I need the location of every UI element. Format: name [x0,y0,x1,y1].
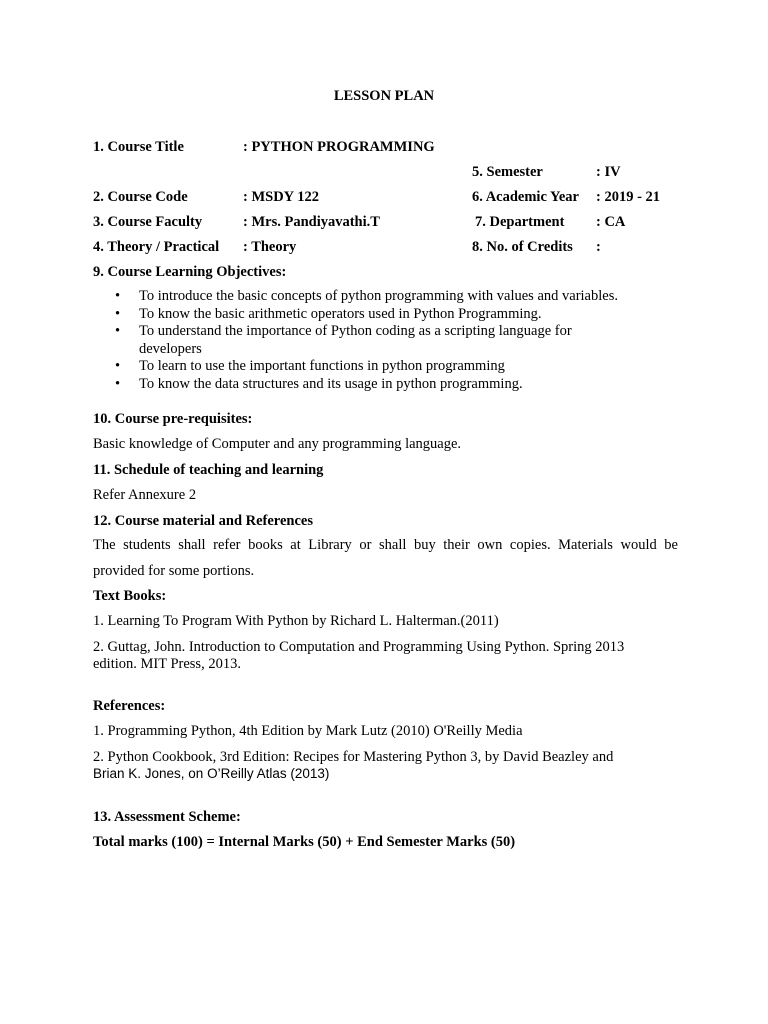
academic-year-value: : 2019 - 21 [596,189,661,205]
prerequisites-heading: 10. Course pre-requisites: [93,411,253,427]
reference-item-2-line1: 2. Python Cookbook, 3rd Edition: Recipes for Mastering Python 3, by David Beazley and [93,749,614,765]
textbook-item-2-line1: 2. Guttag, John. Introduction to Computation and Programming Using Python. Spring 2013 [93,639,625,655]
objectives-list [93,288,683,393]
objective-item: • To know the basic arithmetic operators used in Python Programming. [93,306,683,324]
prerequisites-text: Basic knowledge of Computer and any programming language. [93,436,462,452]
assessment-total: Total marks (100) = Internal Marks (50) + End Semester Marks (50) [93,834,516,850]
semester-label: 5. Semester [472,164,543,180]
credits-value: : [596,239,601,255]
references-heading: References: [93,698,166,714]
objective-item: • To introduce the basic concepts of python programming with values and variables. [93,288,683,306]
course-faculty-value: : Mrs. Pandiyavathi.T [243,214,380,230]
objective-item: • To understand the importance of Python coding as a scripting language for developers [93,323,617,358]
theory-practical-value: : Theory [243,239,297,255]
course-title-label: 1. Course Title [93,139,184,155]
credits-label: 8. No. of Credits [472,239,573,255]
course-code-label: 2. Course Code [93,189,188,205]
department-label: 7. Department [475,214,565,230]
textbook-item-1: 1. Learning To Program With Python by Richard L. Halterman.(2011) [93,613,499,629]
textbook-item-2-line2: edition. MIT Press, 2013. [93,656,241,672]
reference-item-1: 1. Programming Python, 4th Edition by Mark Lutz (2010) O'Reilly Media [93,723,523,739]
course-faculty-label: 3. Course Faculty [93,214,203,230]
academic-year-label: 6. Academic Year [472,189,579,205]
textbooks-heading: Text Books: [93,588,167,604]
theory-practical-label: 4. Theory / Practical [93,239,220,255]
course-title-value: : PYTHON PROGRAMMING [243,139,435,155]
course-code-value: : MSDY 122 [243,189,319,205]
materials-heading: 12. Course material and References [93,513,313,529]
reference-item-2-line2: Brian K. Jones, on O’Reilly Atlas (2013) [93,766,330,781]
page-title: LESSON PLAN [333,88,435,104]
schedule-heading: 11. Schedule of teaching and learning [93,462,324,478]
department-value: : CA [596,214,626,230]
objective-item: • To know the data structures and its usage in python programming. [93,376,683,394]
schedule-text: Refer Annexure 2 [93,487,197,503]
semester-value: : IV [596,164,621,180]
assessment-heading: 13. Assessment Scheme: [93,809,241,825]
objective-item: • To learn to use the important functions in python programming [93,358,683,376]
materials-text-line2: provided for some portions. [93,563,255,579]
objectives-heading: 9. Course Learning Objectives: [93,264,287,280]
materials-text-line1: The students shall refer books at Library or shall buy their own copies. Materials would be [93,537,678,553]
